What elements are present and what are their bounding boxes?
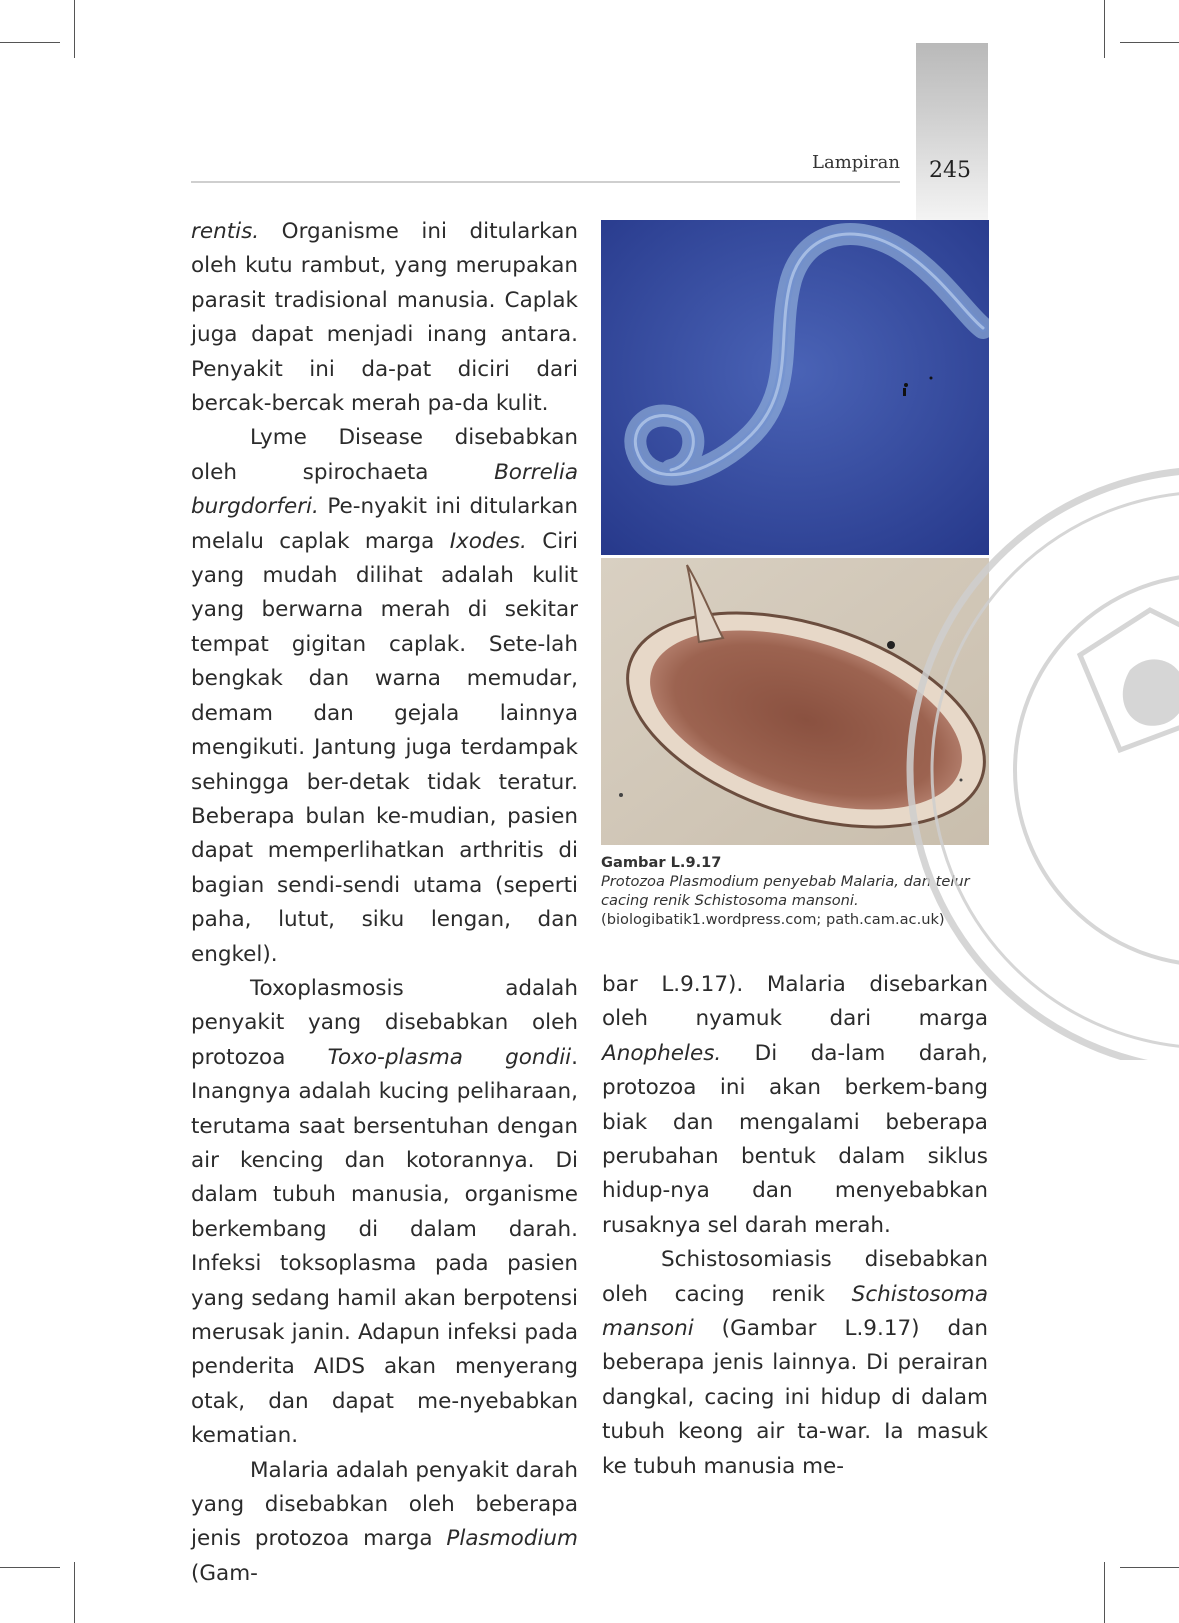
paragraph: bar L.9.17). Malaria disebarkan oleh nyamuk dari marga Anopheles. Di da-lam darah, protozoa ini akan berkem-bang biak dan mengalami beberapa perubahan bentuk dalam siklus hidup-nya dan menyebabkan rusaknya sel darah merah.: [602, 972, 988, 1238]
header-rule: [191, 181, 900, 183]
crop-mark: [74, 1562, 75, 1623]
figure-label: Gambar L.9.17: [601, 854, 722, 871]
left-column: [191, 215, 578, 1591]
crop-mark: [1120, 42, 1179, 43]
egg-micrograph: [601, 558, 989, 845]
figure-caption-text: Protozoa Plasmodium penyebab Malaria, dan telur cacing renik Schistosoma mansoni.: [601, 873, 970, 909]
figure-source: (biologibatik1.wordpress.com; path.cam.ac.uk): [601, 911, 945, 928]
crop-mark: [1120, 1567, 1179, 1568]
paragraph: Malaria adalah penyakit darah yang disebabkan oleh beberapa jenis protozoa marga Plasmodium (Gam-: [191, 1457, 578, 1586]
header-tab: [916, 43, 988, 221]
paragraph: Lyme Disease disebabkan oleh spirochaeta Borrelia burgdorferi. Pe-nyakit ini ditularkan melalu caplak marga Ixodes. Ciri yang mudah dilihat adalah kulit yang berwarna merah di sekitar tempat gigitan caplak. Sete-lah bengkak dan warna memudar, demam dan gejala lainnya mengikuti. Jantung juga terdampak sehingga ber-detak tidak teratur. Beberapa bulan ke-mudian, pasien dapat memperlihatkan arthritis di bagian sendi-sendi utama (seperti paha, lutut, siku lengan, dan engkel).: [191, 425, 578, 967]
paragraph: Toxoplasmosis adalah penyakit yang disebabkan oleh protozoa Toxo-plasma gondii. Inangnya adalah kucing peliharaan, terutama saat bersentuhan dengan air kencing dan kotorannya. Di dalam tubuh manusia, organisme berkembang di dalam darah. Infeksi toksoplasma pada pasien yang sedang hamil akan berpotensi merusak janin. Adapun infeksi pada penderita AIDS akan menyerang otak, dan dapat me-nyebabkan kematian.: [191, 975, 578, 1449]
figure-caption: [601, 853, 1001, 929]
paragraph: rentis. Organisme ini ditularkan oleh kutu rambut, yang merupakan parasit tradisional manusia. Caplak juga dapat menjadi inang antara. Penyakit ini da-pat diciri dari bercak-bercak merah pa-da kulit.: [191, 219, 578, 417]
crop-mark: [1104, 1562, 1105, 1623]
worm-micrograph: [601, 220, 989, 555]
page-number: 245: [929, 158, 971, 183]
crop-mark: [0, 1567, 60, 1568]
crop-mark: [74, 0, 75, 58]
figure: [601, 220, 989, 845]
crop-mark: [1104, 0, 1105, 58]
figure-images: [601, 220, 989, 845]
running-head: Lampiran: [812, 152, 900, 173]
right-column: [602, 968, 988, 1484]
paragraph: Schistosomiasis disebabkan oleh cacing renik Schistosoma mansoni (Gambar L.9.17) dan beberapa jenis lainnya. Di perairan dangkal, cacing ini hidup di dalam tubuh keong air ta-war. Ia masuk ke tubuh manusia me-: [602, 1247, 988, 1479]
crop-mark: [0, 42, 60, 43]
